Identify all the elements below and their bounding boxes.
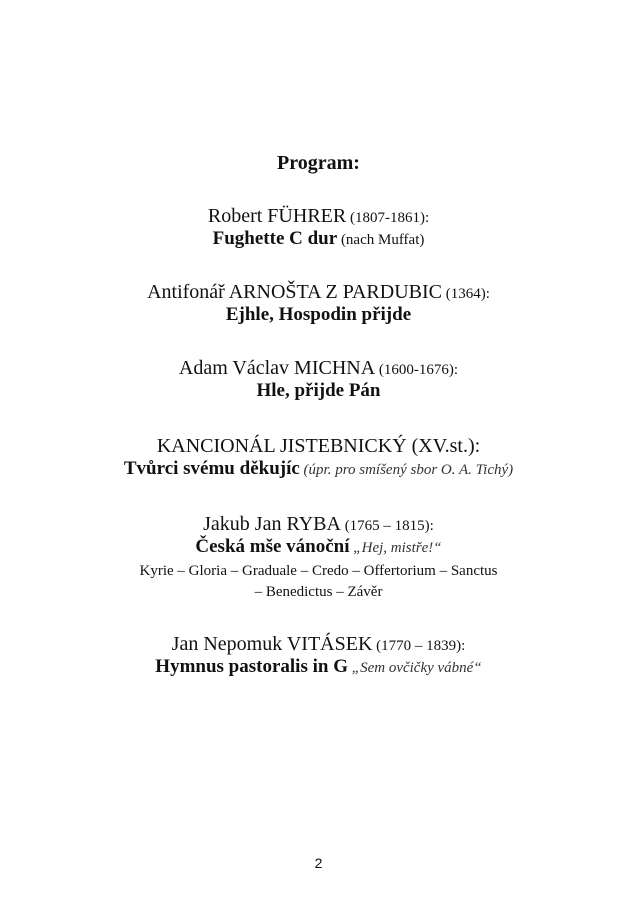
program-entry-michna bbox=[0, 356, 637, 403]
composer-dates: (1765 – 1815): bbox=[340, 518, 434, 534]
composer-name: Adam Václav MICHNA bbox=[178, 357, 376, 379]
work-note: „Sem ovčičky vábné“ bbox=[347, 660, 482, 676]
composer-name: KANCIONÁL JISTEBNICKÝ (XV.st.): bbox=[156, 435, 481, 457]
work-line bbox=[0, 536, 637, 559]
work-note: „Hej, mistře!“ bbox=[349, 540, 442, 556]
program-title: Program: bbox=[277, 152, 360, 174]
composer-line bbox=[0, 356, 637, 380]
work-title: Hymnus pastoralis in G bbox=[155, 656, 348, 677]
work-title: Tvůrci svému děkujíc bbox=[123, 458, 300, 479]
program-entry-ryba bbox=[0, 512, 637, 603]
movements-line: Kyrie – Gloria – Graduale – Credo – Offertorium – Sanctus bbox=[139, 562, 498, 579]
work-note: (nach Muffat) bbox=[337, 232, 425, 248]
composer-line bbox=[0, 512, 637, 536]
movements-line: – Benedictus – Závěr bbox=[254, 583, 383, 600]
work-line bbox=[0, 304, 637, 327]
composer-line bbox=[0, 280, 637, 304]
work-title: Česká mše vánoční bbox=[195, 536, 350, 557]
work-title: Fughette C dur bbox=[212, 228, 338, 249]
work-note: (úpr. pro smíšený sbor O. A. Tichý) bbox=[299, 462, 514, 478]
work-line bbox=[0, 656, 637, 679]
composer-name: Jakub Jan RYBA bbox=[203, 513, 341, 535]
composer-line bbox=[0, 204, 637, 228]
work-title: Hle, přijde Pán bbox=[256, 380, 381, 401]
movements-list bbox=[0, 561, 637, 603]
composer-dates: (1600-1676): bbox=[375, 362, 459, 378]
composer-line bbox=[0, 632, 637, 656]
program-entry-vitasek bbox=[0, 632, 637, 679]
composer-name: Robert FÜHRER bbox=[207, 205, 347, 227]
program-entry-arnost bbox=[0, 280, 637, 327]
composer-name: Jan Nepomuk VITÁSEK bbox=[171, 633, 373, 655]
program-entry-fuhrer bbox=[0, 204, 637, 251]
work-line bbox=[0, 380, 637, 403]
composer-dates: (1364): bbox=[442, 286, 490, 302]
work-line bbox=[0, 458, 637, 481]
work-title: Ejhle, Hospodin přijde bbox=[225, 304, 412, 325]
composer-name: Antifonář ARNOŠTA Z PARDUBIC bbox=[147, 281, 442, 303]
composer-dates: (1770 – 1839): bbox=[372, 638, 466, 654]
page-number: 2 bbox=[314, 855, 323, 871]
work-line bbox=[0, 228, 637, 251]
program-entry-jistebnicky bbox=[0, 434, 637, 481]
composer-line bbox=[0, 434, 637, 458]
composer-dates: (1807-1861): bbox=[346, 210, 430, 226]
